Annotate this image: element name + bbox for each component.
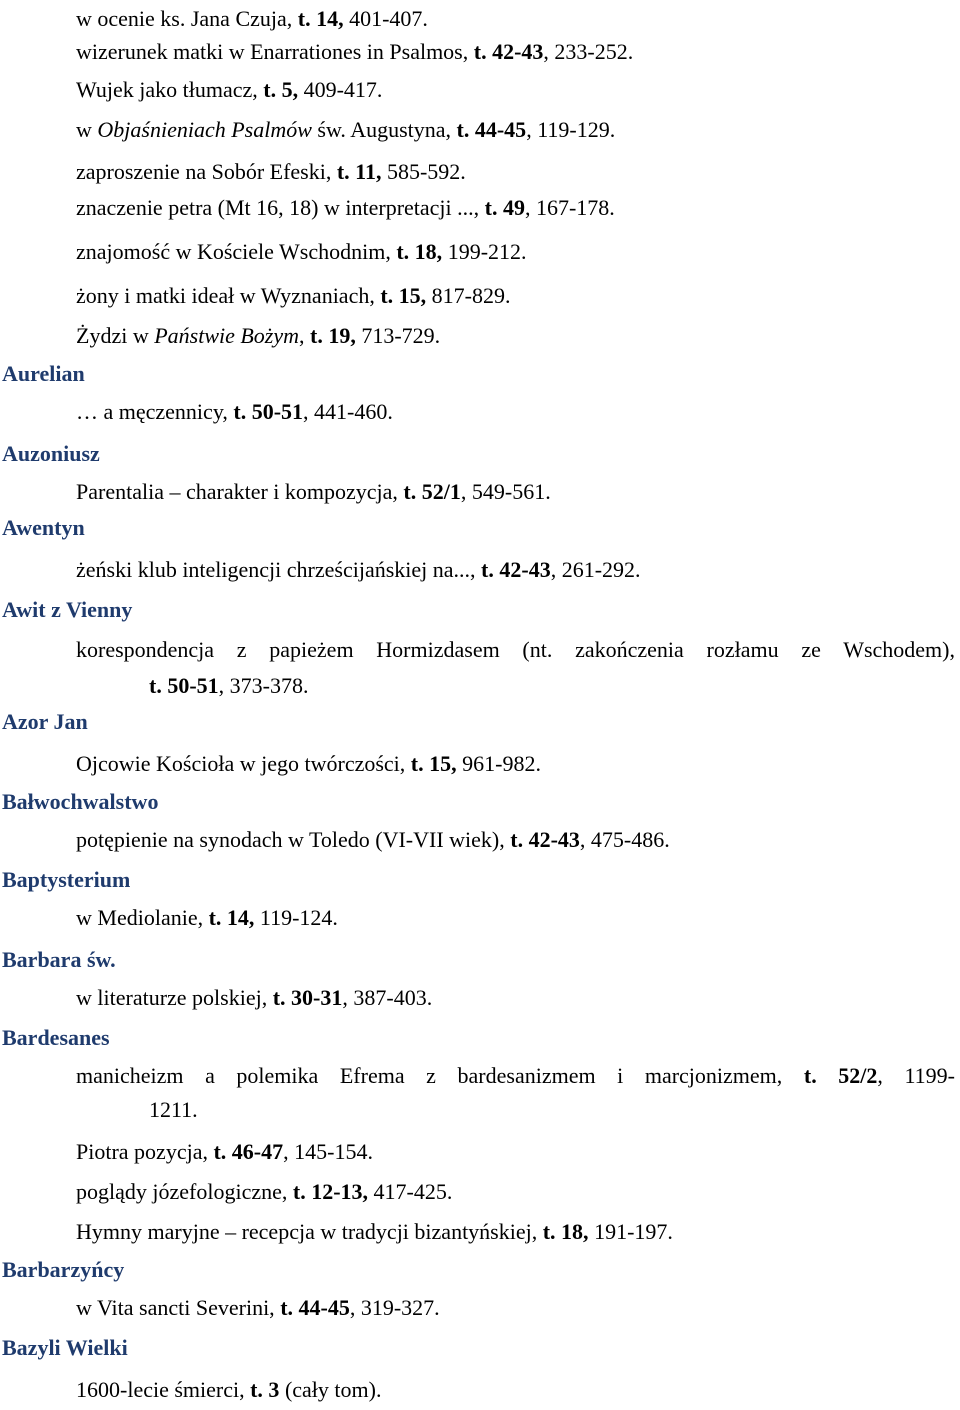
entry-text: 417-425. (368, 1179, 453, 1204)
volume-reference: t. 46-47 (213, 1139, 284, 1164)
index-heading (0, 508, 960, 548)
entry-text: Awit z Vienny (2, 597, 133, 622)
index-entry (0, 1370, 960, 1410)
entry-text: … a męczennicy, (76, 399, 234, 424)
entry-text: Azor Jan (2, 709, 88, 734)
entry-text: w literaturze polskiej, (76, 985, 273, 1010)
entry-text: , 549-561. (460, 479, 551, 504)
entry-text: 817-829. (426, 283, 511, 308)
volume-reference: t. 42-43 (481, 557, 551, 582)
volume-reference: t. 14, (208, 905, 255, 930)
index-entry (0, 276, 960, 316)
index-heading (0, 782, 960, 822)
index-heading (0, 940, 960, 980)
entry-text: , 319-327. (349, 1295, 440, 1320)
entry-text: 199-212. (442, 239, 527, 264)
index-entry (0, 110, 960, 150)
volume-reference: t. 42-43 (510, 827, 580, 852)
index-entry (0, 820, 960, 860)
entry-text: 119-124. (254, 905, 338, 930)
volume-reference: t. 3 (250, 1377, 280, 1402)
entry-text: 409-417. (298, 77, 383, 102)
entry-text: Parentalia – charakter i kompozycja, (76, 479, 404, 504)
entry-text: Auzoniusz (2, 441, 100, 466)
entry-text: żony i matki ideał w Wyznaniach, (76, 283, 381, 308)
volume-reference: t. 15, (380, 283, 427, 308)
index-entry (0, 1288, 960, 1328)
italic-title: Objaśnieniach Psalmów (97, 117, 312, 142)
index-entry-continuation (0, 1090, 960, 1130)
entry-text: Bardesanes (2, 1025, 110, 1050)
entry-text: 585-592. (381, 159, 466, 184)
index-heading (0, 1018, 960, 1058)
index-entry (0, 978, 960, 1018)
index-entry (0, 1132, 960, 1172)
index-entry-continuation (0, 666, 960, 706)
index-entry (0, 152, 960, 192)
index-heading (0, 702, 960, 742)
index-heading (0, 860, 960, 900)
entry-text: 1211. (149, 1097, 198, 1122)
volume-reference: t. 11, (336, 159, 382, 184)
entry-text: , 233-252. (543, 39, 634, 64)
index-entry (0, 188, 960, 228)
index-entry (0, 1172, 960, 1212)
entry-text: św. Augustyna, (311, 117, 457, 142)
entry-text: , 1199- (877, 1063, 955, 1088)
index-heading (0, 590, 960, 630)
index-entry (0, 70, 960, 110)
volume-reference: t. 5, (263, 77, 299, 102)
entry-text: Bazyli Wielki (2, 1335, 128, 1360)
entry-text: 713-729. (355, 323, 441, 348)
entry-text: w Mediolanie, (76, 905, 209, 930)
index-entry (0, 1212, 960, 1252)
volume-reference: t. 49 (484, 195, 525, 220)
entry-text: , 119-129. (526, 117, 616, 142)
index-entry (0, 898, 960, 938)
entry-text: żeński klub inteligencji chrześcijańskiej na..., (76, 557, 482, 582)
volume-reference: t. 15, (410, 751, 457, 776)
volume-reference: t. 52/2 (803, 1063, 878, 1088)
entry-text: Bałwochwalstwo (2, 789, 159, 814)
index-heading (0, 434, 960, 474)
entry-text: , (299, 323, 311, 348)
volume-reference: t. 50-51 (233, 399, 304, 424)
index-entry (0, 472, 960, 512)
entry-text: poglądy józefologiczne, (76, 1179, 293, 1204)
entry-text: Barbarzyńcy (2, 1257, 125, 1282)
entry-text: Baptysterium (2, 867, 131, 892)
entry-text: potępienie na synodach w Toledo (VI-VII wiek), (76, 827, 511, 852)
entry-text: Barbara św. (2, 947, 116, 972)
entry-text: zaproszenie na Sobór Efeski, (76, 159, 337, 184)
index-entry (0, 316, 960, 356)
entry-text: (cały tom). (279, 1377, 382, 1402)
entry-text: Awentyn (2, 515, 85, 540)
entry-text: , 441-460. (303, 399, 393, 424)
entry-text: 1600-lecie śmierci, (76, 1377, 251, 1402)
index-heading (0, 1328, 960, 1368)
entry-text: korespondencja z papieżem Hormizdasem (nt. zakończenia rozłamu ze Wschodem), (76, 637, 955, 662)
volume-reference: t. 42-43 (473, 39, 544, 64)
entry-text: Wujek jako tłumacz, (76, 77, 264, 102)
entry-text: 191-197. (588, 1219, 673, 1244)
entry-text: wizerunek matki w Enarrationes in Psalmos, (76, 39, 474, 64)
volume-reference: t. 19, (310, 323, 356, 348)
entry-text: , 475-486. (579, 827, 670, 852)
index-entry (0, 232, 960, 272)
volume-reference: t. 18, (542, 1219, 589, 1244)
volume-reference: t. 52/1 (403, 479, 461, 504)
entry-text: znaczenie petra (Mt 16, 18) w interpretacji ..., (76, 195, 485, 220)
entry-text: 401-407. (343, 6, 428, 31)
volume-reference: t. 30-31 (272, 985, 343, 1010)
entry-text: znajomość w Kościele Wschodnim, (76, 239, 397, 264)
volume-reference: t. 44-45 (280, 1295, 350, 1320)
entry-text: Aurelian (2, 361, 85, 386)
entry-text: w (76, 117, 98, 142)
volume-reference: t. 14, (297, 6, 344, 31)
index-heading (0, 354, 960, 394)
volume-reference: t. 44-45 (456, 117, 527, 142)
entry-text: , 145-154. (283, 1139, 373, 1164)
entry-text: , 373-378. (218, 673, 309, 698)
index-entry (0, 392, 960, 432)
index-entry (0, 630, 955, 670)
index-entry (0, 550, 960, 590)
index-entry (0, 744, 960, 784)
entry-text: w Vita sancti Severini, (76, 1295, 281, 1320)
volume-reference: t. 12-13, (292, 1179, 369, 1204)
entry-text: 961-982. (456, 751, 541, 776)
index-entry (0, 32, 960, 72)
entry-text: , 387-403. (342, 985, 433, 1010)
entry-text: , 261-292. (550, 557, 641, 582)
entry-text: Hymny maryjne – recepcja w tradycji bizantyńskiej, (76, 1219, 543, 1244)
italic-title: Państwie Bożym (154, 323, 300, 348)
entry-text: Żydzi w (76, 323, 155, 348)
volume-reference: t. 18, (396, 239, 443, 264)
entry-text: , 167-178. (524, 195, 615, 220)
entry-text: w ocenie ks. Jana Czuja, (76, 6, 298, 31)
volume-reference: t. 50-51 (149, 673, 219, 698)
index-heading (0, 1250, 960, 1290)
entry-text: Ojcowie Kościoła w jego twórczości, (76, 751, 411, 776)
entry-text: Piotra pozycja, (76, 1139, 214, 1164)
entry-text: manicheizm a polemika Efrema z bardesanizmem i marcjonizmem, (76, 1063, 804, 1088)
